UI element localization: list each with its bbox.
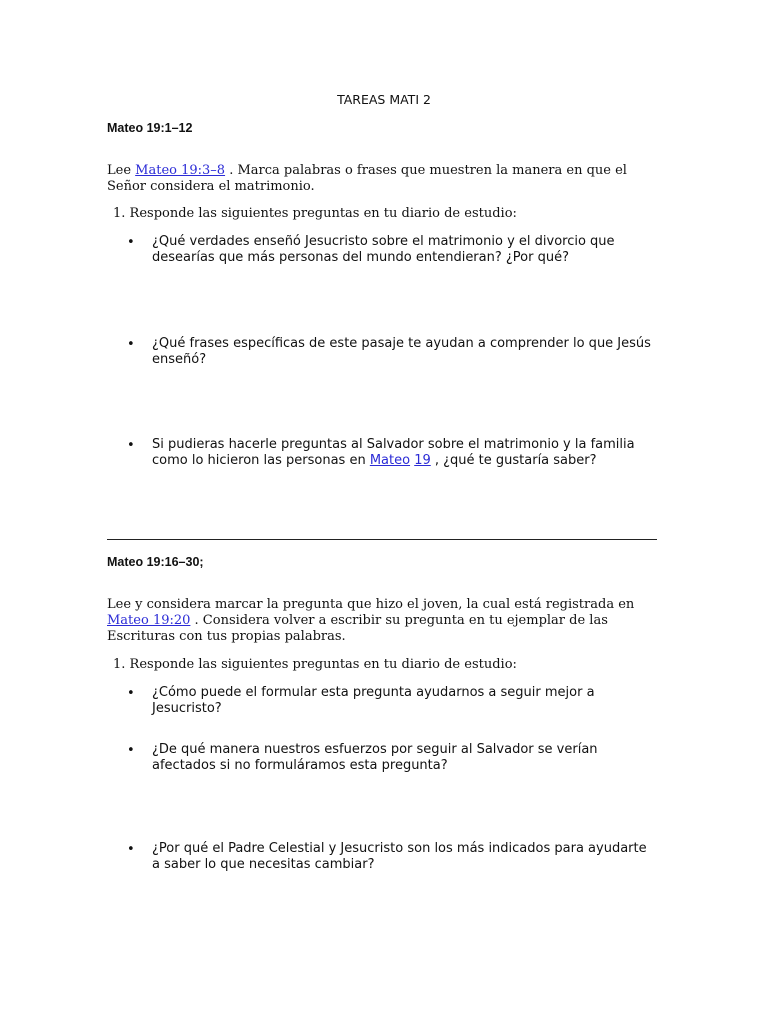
section2-heading: Mateo 19:16–30; xyxy=(107,555,204,569)
bullet-marker: • xyxy=(127,842,135,857)
bullet-marker: • xyxy=(127,438,135,453)
scripture-link-mateo-19-3-8[interactable]: Mateo 19:3–8 xyxy=(135,163,226,178)
document-title: TAREAS MATI 2 xyxy=(337,92,431,107)
bullet-marker: • xyxy=(127,337,135,352)
scripture-link-19[interactable]: 19 xyxy=(414,453,431,468)
section2-step: 1. Responde las siguientes preguntas en tu diario de estudio: xyxy=(113,657,517,672)
section1-intro-suffix: . Marca palabras o frases que muestren la manera en que el Señor considera el matrimonio. xyxy=(107,163,627,194)
section1-intro xyxy=(107,163,667,195)
scripture-link-mateo[interactable]: Mateo xyxy=(369,453,411,468)
section2-intro-prefix: Lee y considera marcar la pregunta que hizo el joven, la cual está registrada en xyxy=(107,597,635,612)
section1-question-2: ¿Qué frases específicas de este pasaje te ayudan a comprender lo que Jesús enseñó? xyxy=(152,336,651,367)
section1-question-3 xyxy=(152,437,657,469)
section2-question-1: ¿Cómo puede el formular esta pregunta ayudarnos a seguir mejor a Jesucristo? xyxy=(152,685,595,716)
section1-question-3-prefix: Si pudieras hacerle preguntas al Salvador sobre el matrimonio y la familia como lo hicieron las personas en xyxy=(152,437,635,468)
section2-intro-suffix: . Considera volver a escribir su pregunta en tu ejemplar de las Escrituras con tus propias palabras. xyxy=(107,613,608,644)
section1-intro-prefix: Lee xyxy=(107,163,136,178)
section2-intro xyxy=(107,597,667,645)
section1-question-1: ¿Qué verdades enseñó Jesucristo sobre el matrimonio y el divorcio que desearías que más personas del mundo entendieran? ¿Por qué? xyxy=(152,234,615,265)
section-divider xyxy=(107,539,657,540)
bullet-marker: • xyxy=(127,686,135,701)
section2-question-2: ¿De qué manera nuestros esfuerzos por seguir al Salvador se verían afectados si no formuláramos esta pregunta? xyxy=(152,742,598,773)
scripture-link-mateo-19-20[interactable]: Mateo 19:20 xyxy=(107,613,191,628)
section1-step: 1. Responde las siguientes preguntas en tu diario de estudio: xyxy=(113,206,517,221)
section2-question-3: ¿Por qué el Padre Celestial y Jesucristo son los más indicados para ayudarte a saber lo que necesitas cambiar? xyxy=(152,841,647,872)
section1-question-3-suffix: , ¿qué te gustaría saber? xyxy=(430,453,597,468)
section1-heading: Mateo 19:1–12 xyxy=(107,121,193,135)
bullet-marker: • xyxy=(127,235,135,250)
bullet-marker: • xyxy=(127,743,135,758)
